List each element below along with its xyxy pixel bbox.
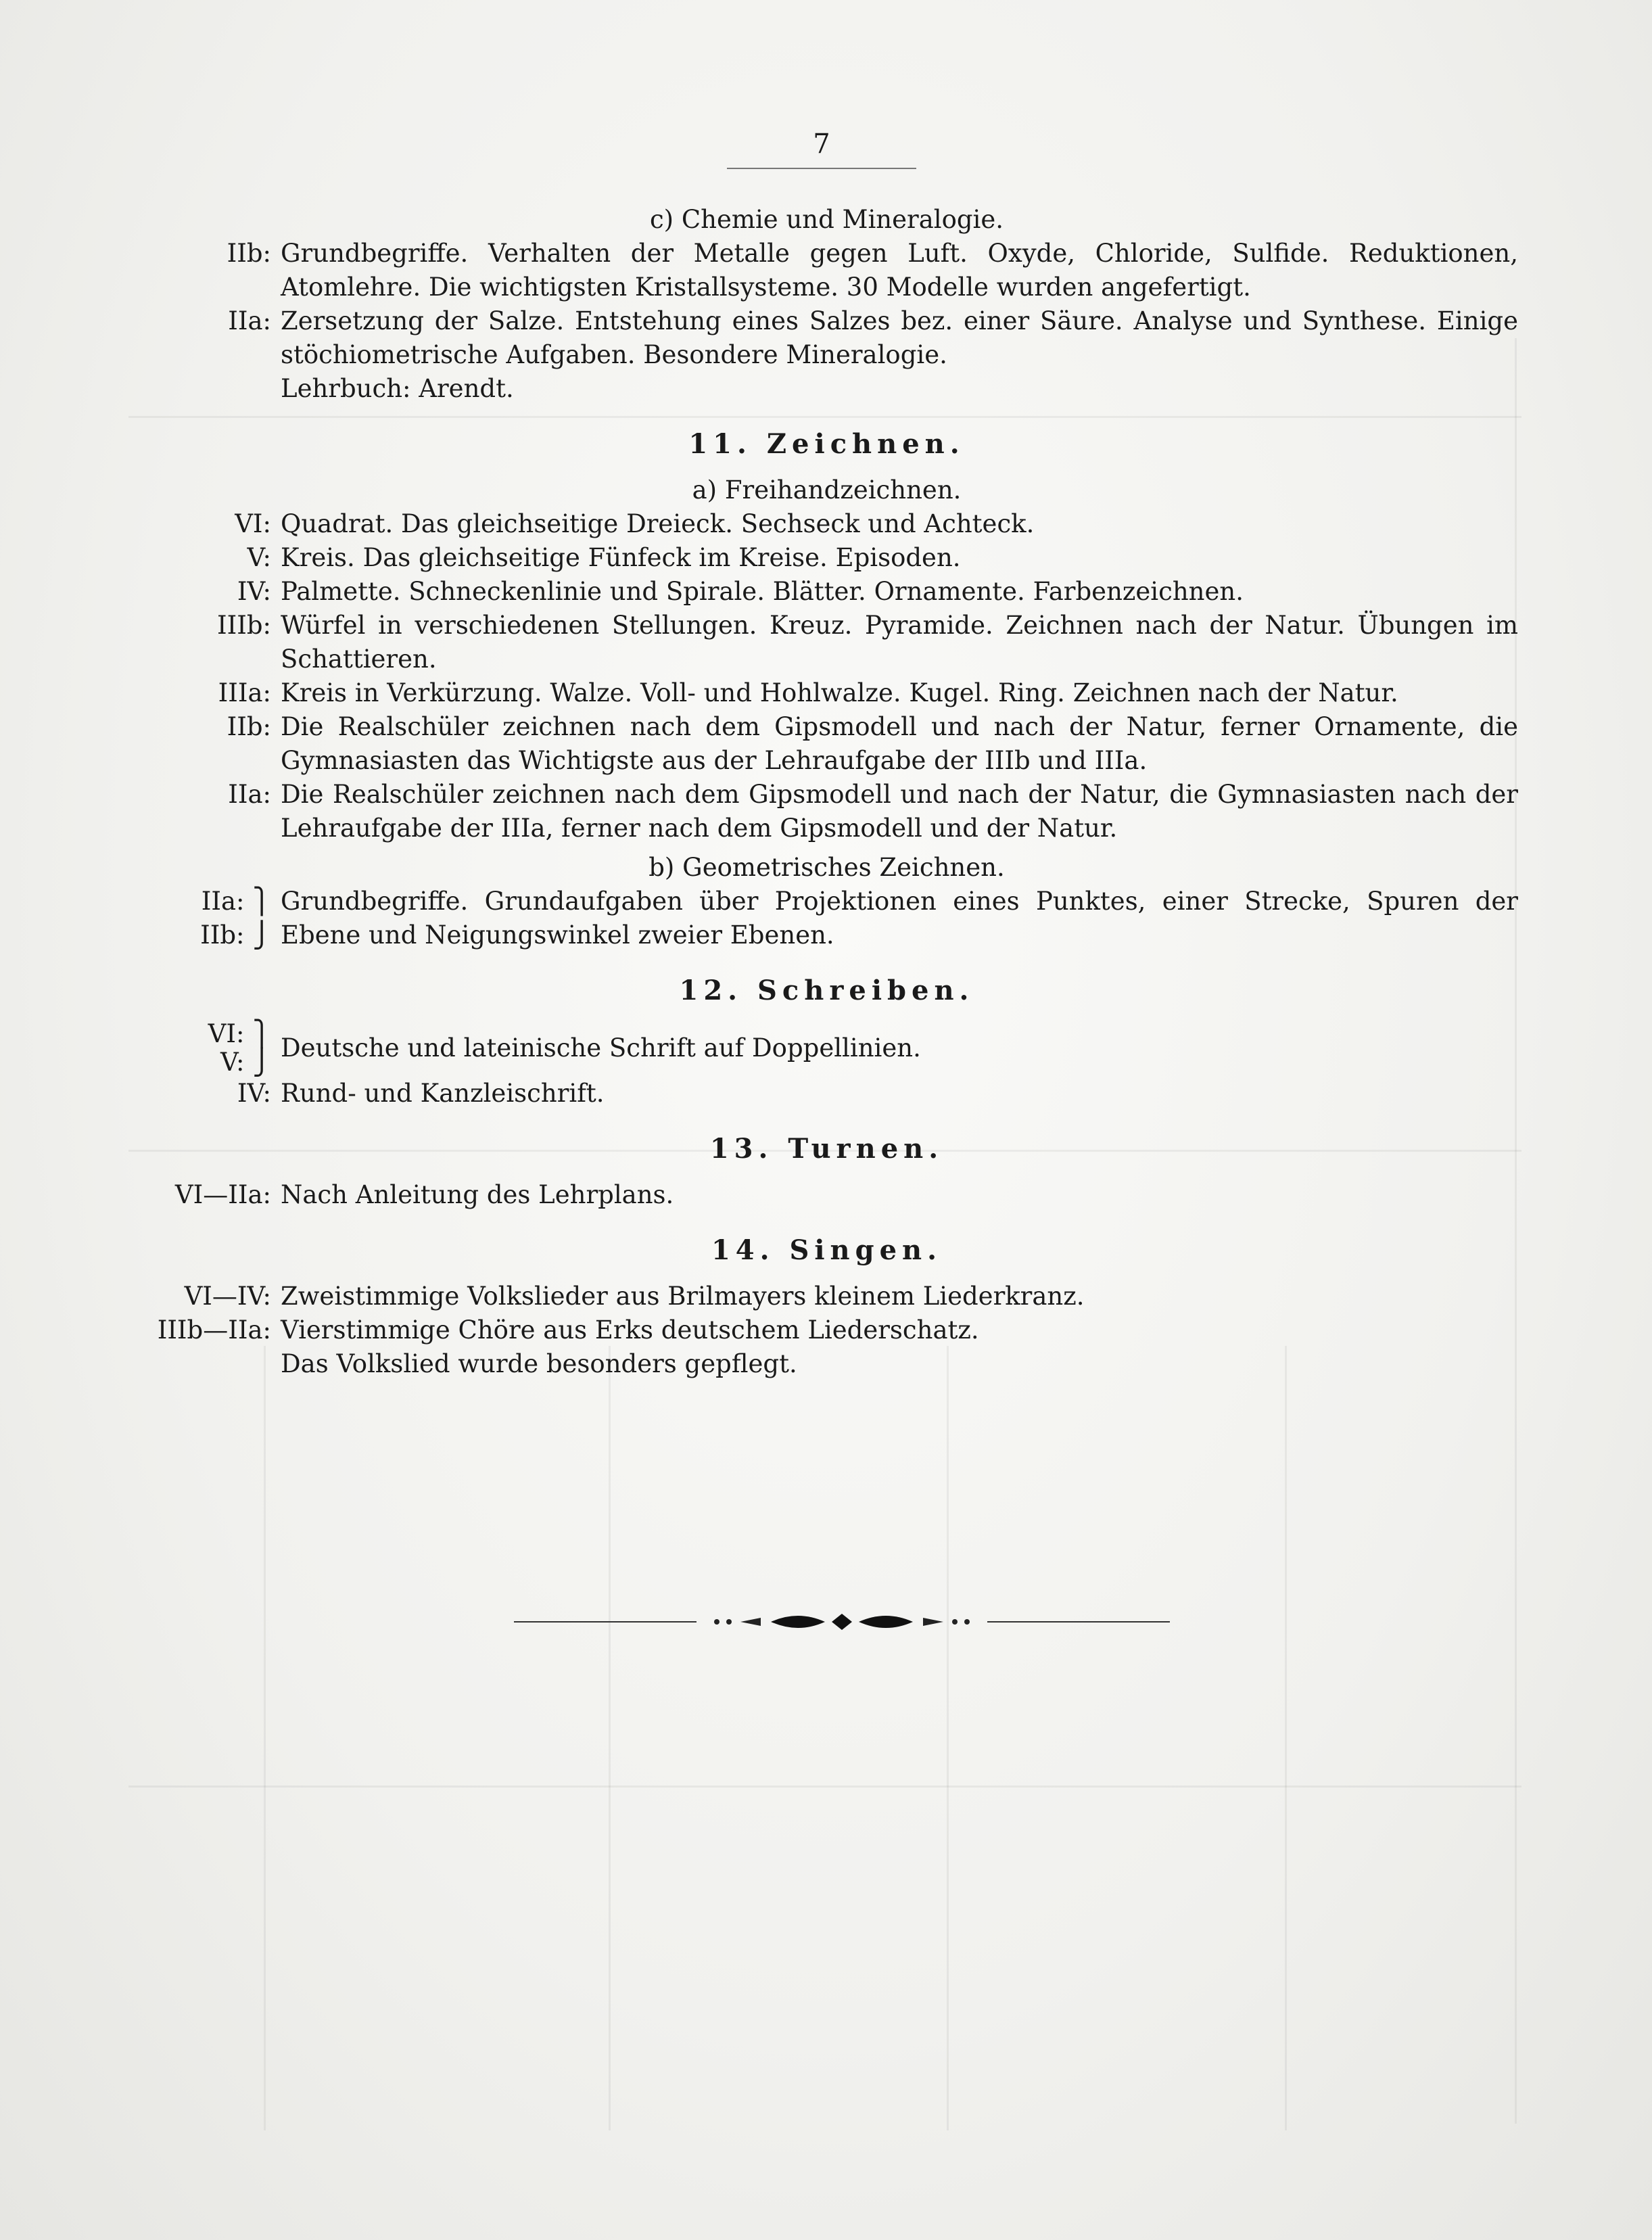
class-label: IIa: [228,780,271,809]
geometrisch-entry [135,885,1518,952]
chemie-lehrbuch: Lehrbuch: Arendt. [281,374,514,403]
entry-text: Grundbegriffe. Grundaufgaben über Projektionen eines Punktes, einer Strecke, Spuren der Ebene und Neigungswinkel zweier Ebenen. [281,887,1518,950]
page-content [135,203,1518,1381]
bleed-through-line [609,1346,611,2130]
entry-text: Kreis in Verkürzung. Walze. Voll- und Hohlwalze. Kugel. Ring. Zeichnen nach der Natur. [281,678,1398,707]
class-label: VI—IIa: [174,1180,271,1209]
singen-note: Das Volkslied wurde besonders gepflegt. [281,1349,797,1378]
class-label: VI—IV: [184,1282,271,1311]
entry-text: Zweistimmige Volkslieder aus Brilmayers kleinem Liederkranz. [281,1282,1085,1311]
class-label: V: [247,543,271,572]
section-title-zeichnen: 11. Zeichnen. [688,428,965,460]
entry-text: Grundbegriffe. Verhalten der Metalle gegen Luft. Oxyde, Chloride, Sulfide. Reduktionen, Atomlehre. Die wichtigsten Kristallsysteme. 30 Modelle wurden angefertigt. [281,239,1518,302]
entry-text: Vierstimmige Chöre aus Erks deutschem Liederschatz. [281,1315,979,1345]
freihand-entry [135,507,1518,541]
class-label: VI: [208,1019,245,1048]
entry-text: Kreis. Das gleichseitige Fünfeck im Kreise. Episoden. [281,543,961,572]
entry-text: Deutsche und lateinische Schrift auf Doppellinien. [281,1033,921,1063]
class-label-group: IIa: ⎫ IIb: ⎭ [200,887,271,950]
freihand-subtitle: a) Freihandzeichnen. [692,475,962,505]
class-label: IV: [237,1079,271,1108]
bleed-through-line [1285,1346,1287,2130]
singen-entry [135,1313,1518,1347]
bleed-through-line [264,1346,266,2130]
freihand-entry [135,541,1518,575]
class-label: IIIb—IIa: [157,1315,271,1345]
class-label-group: VI: ⎫ V: ⎭ [208,1019,271,1077]
end-ornament-icon [514,1608,1170,1635]
section-title-schreiben: 12. Schreiben. [679,975,974,1006]
freihand-entry [135,778,1518,845]
chemie-iia-entry [135,304,1518,372]
class-label: IIIa: [218,678,271,707]
entry-text: Zersetzung der Salze. Entstehung eines Salzes bez. einer Säure. Analyse und Synthese. Einige stöchiometrische Aufgaben. Besondere Mineralogie. [281,306,1518,369]
entry-text: Nach Anleitung des Lehrplans. [281,1180,674,1209]
singen-entry [135,1280,1518,1313]
class-label: IIb: [227,712,271,741]
entry-text: Quadrat. Das gleichseitige Dreieck. Sechseck und Achteck. [281,509,1035,538]
class-label: VI: [235,509,271,538]
geometrisch-subtitle: b) Geometrisches Zeichnen. [648,853,1005,882]
chemie-subtitle: c) Chemie und Mineralogie. [649,205,1004,234]
entry-text: Rund- und Kanzleischrift. [281,1079,605,1108]
bleed-through-line [947,1346,949,2130]
page-number: 7 [813,129,830,160]
schreiben-vi-v-entry [135,1020,1518,1077]
entry-text: Die Realschüler zeichnen nach dem Gipsmodell und nach der Natur, die Gymnasiasten nach der Lehraufgabe der IIIa, ferner nach dem Gipsmodell und der Natur. [281,780,1518,843]
entry-text: Palmette. Schneckenlinie und Spirale. Blätter. Ornamente. Farbenzeichnen. [281,577,1244,606]
page-number-rule [727,168,916,169]
freihand-entry [135,676,1518,710]
section-title-turnen: 13. Turnen. [709,1133,944,1165]
class-label: IIb: [200,920,245,950]
section-title-singen: 14. Singen. [711,1234,943,1266]
class-label: IIb: [227,239,271,268]
entry-text: Die Realschüler zeichnen nach dem Gipsmodell und nach der Natur, ferner Ornamente, die Gymnasiasten das Wichtigste aus der Lehraufgabe der IIIb und IIIa. [281,712,1518,775]
chemie-iib-entry [135,237,1518,304]
freihand-entry [135,575,1518,609]
entry-text: Würfel in verschiedenen Stellungen. Kreuz. Pyramide. Zeichnen nach der Natur. Übungen im Schattieren. [281,611,1518,674]
freihand-entry [135,710,1518,778]
class-label: IIIb: [217,611,271,640]
class-label: IIa: [201,887,245,916]
class-label: IV: [237,577,271,606]
class-label: V: [220,1048,245,1077]
turnen-entry [135,1178,1518,1212]
schreiben-iv-entry [135,1077,1518,1111]
class-label: IIa: [228,306,271,335]
bleed-through-line [128,1786,1521,1788]
freihand-entry [135,609,1518,676]
